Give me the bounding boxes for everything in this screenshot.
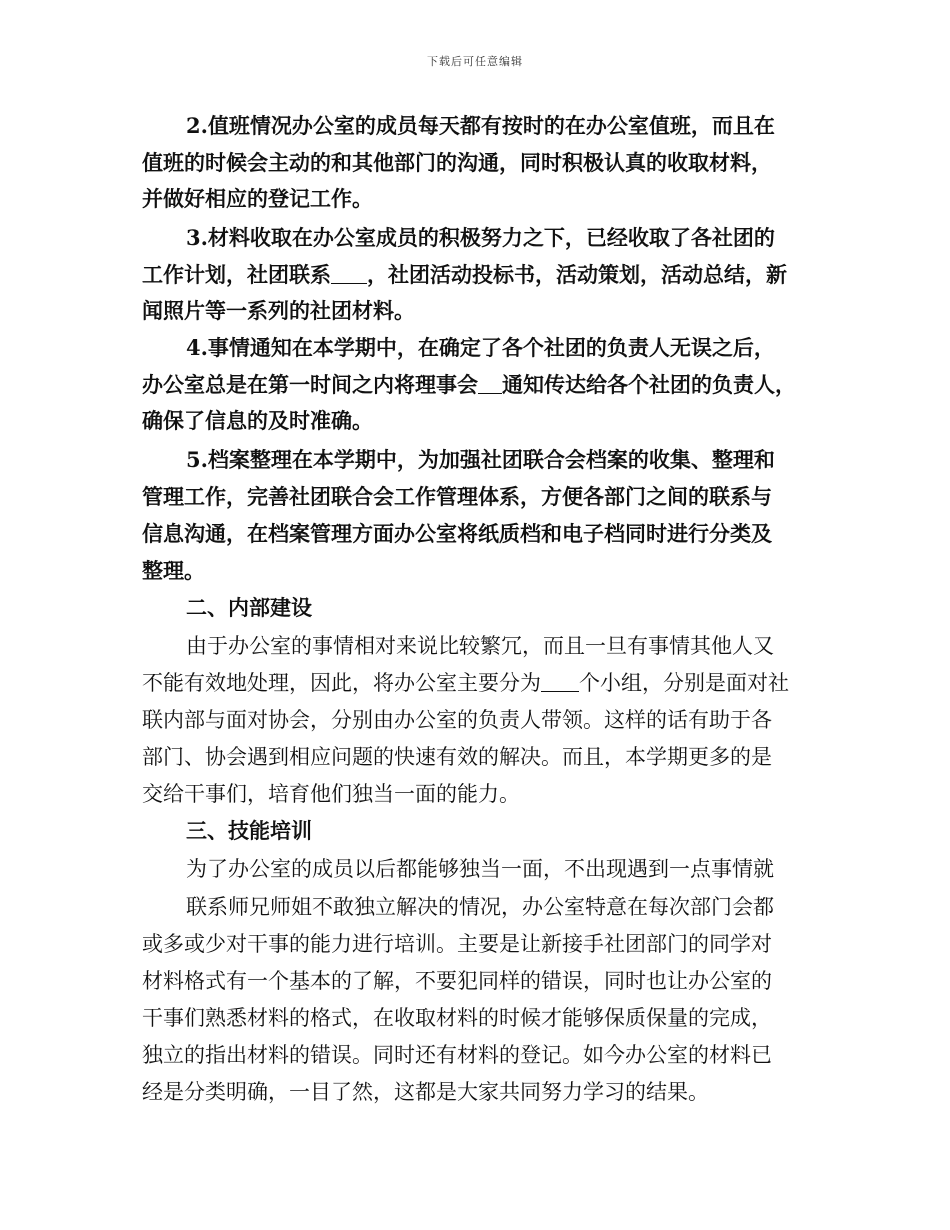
para-6-line-2	[142, 669, 822, 697]
para-6-line-3: 联内部与面对协会，分别由办公室的负责人带领。这样的话有助于各	[142, 708, 772, 732]
para-6-line-4: 部门、协会遇到相应问题的快速有效的解决。而且，本学期更多的是	[142, 745, 772, 769]
para-4-line-2	[142, 371, 822, 399]
para-3-line-2-text-a: 工作计划，社团联系	[142, 262, 331, 287]
para-7-line-1: 为了办公室的成员以后都能够独当一面，不出现遇到一点事情就	[186, 857, 774, 881]
para-8-line-2: 或多或少对干事的能力进行培训。主要是让新接手社团部门的同学对	[142, 932, 772, 956]
para-2-line-1: 2.值班情况办公室的成员每天都有按时的在办公室值班，而且在	[186, 113, 775, 138]
para-6-line-2-text-b: 个小组，分别是面对社	[579, 671, 789, 695]
para-6-line-1: 由于办公室的事情相对来说比较繁冗，而且一旦有事情其他人又	[186, 634, 774, 658]
para-5-line-3: 信息沟通，在档案管理方面办公室将纸质档和电子档同时进行分类及	[142, 521, 772, 546]
para-4-line-2-text-a: 办公室总是在第一时间之内将理事会	[142, 372, 478, 397]
para-3-line-3: 闻照片等一系列的社团材料。	[142, 298, 415, 323]
para-8-line-3: 材料格式有一个基本的了解，不要犯同样的错误，同时也让办公室的	[142, 969, 772, 993]
para-3-line-2-text-b: ，社团活动投标书，活动策划，活动总结，新	[367, 262, 787, 287]
para-4-line-2-text-b: 通知传达给各个社团的负责人，	[502, 372, 796, 397]
para-8-line-5: 独立的指出材料的错误。同时还有材料的登记。如今办公室的材料已	[142, 1043, 772, 1067]
para-2-line-2: 值班的时候会主动的和其他部门的沟通，同时积极认真的收取材料，	[142, 150, 772, 175]
para-8-line-4: 干事们熟悉材料的格式，在收取材料的时候才能够保质保量的完成，	[142, 1006, 772, 1030]
section-heading-skills: 三、技能培训	[186, 818, 312, 843]
blank-underline	[478, 373, 502, 394]
para-5-line-2: 管理工作，完善社团联合会工作管理体系，方便各部门之间的联系与	[142, 484, 772, 509]
para-5-line-1: 5.档案整理在本学期中，为加强社团联合会档案的收集、整理和	[186, 447, 775, 472]
para-3-line-1: 3.材料收取在办公室成员的积极努力之下，已经收取了各社团的	[186, 225, 775, 250]
para-8-line-1: 联系师兄师姐不敢独立解决的情况，办公室特意在每次部门会都	[186, 895, 774, 919]
para-2-line-3: 并做好相应的登记工作。	[142, 186, 373, 211]
para-4-line-3: 确保了信息的及时准确。	[142, 408, 373, 433]
para-8-line-6: 经是分类明确，一目了然，这都是大家共同努力学习的结果。	[142, 1080, 709, 1104]
para-4-line-1: 4.事情通知在本学期中，在确定了各个社团的负责人无误之后，	[186, 335, 775, 360]
blank-underline	[541, 671, 579, 692]
section-heading-internal: 二、内部建设	[186, 595, 312, 620]
para-6-line-2-text-a: 不能有效地处理，因此，将办公室主要分为	[142, 671, 541, 695]
para-5-line-4: 整理。	[142, 558, 205, 583]
para-6-line-5: 交给干事们，培育他们独当一面的能力。	[142, 782, 520, 806]
page-header: 下载后可任意编辑	[427, 55, 523, 68]
blank-underline	[331, 263, 367, 284]
para-3-line-2	[142, 261, 822, 289]
